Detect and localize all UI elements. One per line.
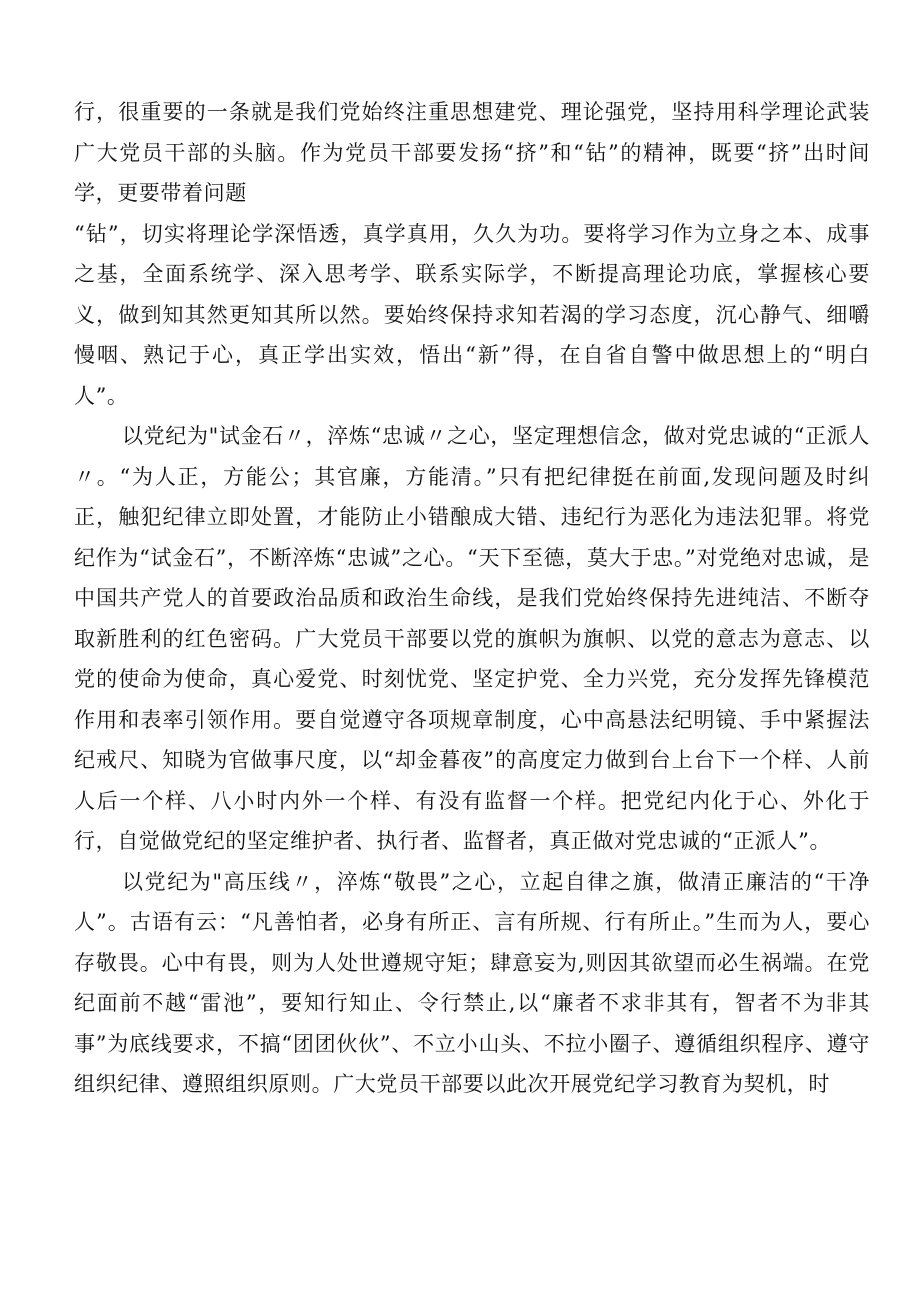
paragraph-3: 以党纪为"试金石〃，淬炼“忠诚〃之心，坚定理想信念，做对党忠诚的“正派人〃。“为人正，方能公；其官廉，方能清。”只有把纪律挺在前面,发现问题及时纠正，触犯纪律立即处置，才能防止小错酿成大错、违纪行为恶化为违法犯罪。将党纪作为“试金石”，不断淬炼“忠诚”之心。“天下至德，莫大于忠。”对党绝对忠诚，是中国共产党人的首要政治品质和政治生命线，是我们党始终保持先进纯洁、不断夺取新胜利的红色密码。广大党员干部要以党的旗帜为旗帜、以党的意志为意志、以党的使命为使命，真心爱党、时刻忧党、坚定护党、全力兴党，充分发挥先锋模范作用和表率引领作用。要自觉遵守各项规章制度，心中高悬法纪明镜、手中紧握法纪戒尺、知晓为官做事尺度，以“却金暮夜”的高度定力做到台上台下一个样、人前人后一个样、八小时内外一个样、有没有监督一个样。把党纪内化于心、外化于行，自觉做党纪的坚定维护者、执行者、监督者，真正做对党忠诚的“正派人”。 bbox=[74, 424, 870, 853]
paragraph-2: “钻”，切实将理论学深悟透，真学真用，久久为功。要将学习作为立身之本、成事之基，全面系统学、深入思考学、联系实际学，不断提高理论功底，掌握核心要义，做到知其然更知其所以然。要始终保持求知若渴的学习态度，沉心静气、细嚼慢咽、熟记于心，真正学出实效，悟出“新”得，在自省自警中做思想上的“明白人”。 bbox=[74, 221, 870, 408]
document-body bbox=[74, 92, 870, 1105]
paragraph-4: 以党纪为"高压线〃，淬炼“敬畏”之心，立起自律之旗，做清正廉洁的“干净人”。古语有云：“凡善怕者，必身有所正、言有所规、行有所止。”生而为人，要心存敬畏。心中有畏，则为人处世遵规守矩；肆意妄为,则因其欲望而必生祸端。在党纪面前不越“雷池”，要知行知止、令行禁止,以“廉者不求非其有，智者不为非其事”为底线要求，不搞“团团伙伙”、不立小山头、不拉小圈子、遵循组织程序、遵守组织纪律、遵照组织原则。广大党员干部要以此次开展党纪学习教育为契机，时 bbox=[74, 869, 870, 1096]
paragraph-1: 行，很重要的一条就是我们党始终注重思想建党、理论强党，坚持用科学理论武装广大党员干部的头脑。作为党员干部要发扬“挤”和“钻”的精神，既要“挤”出时间学，更要带着问题 bbox=[74, 100, 870, 205]
